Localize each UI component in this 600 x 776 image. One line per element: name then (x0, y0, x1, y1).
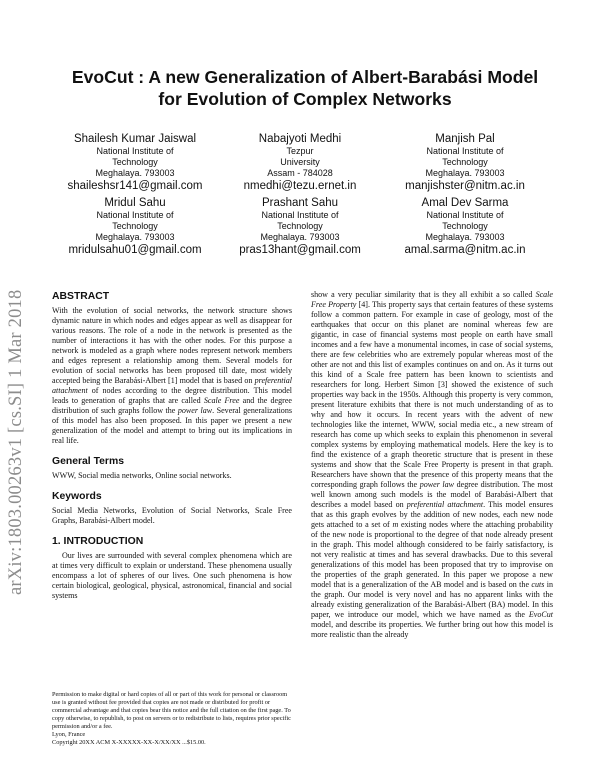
keywords-heading: Keywords (52, 491, 102, 502)
copyright-line: Copyright 20XX ACM X-XXXXX-XX-X/XX/XX ...$15.00. (52, 739, 206, 746)
author-block (50, 132, 220, 193)
author-location: Meghalaya. 793003 (425, 232, 505, 242)
arxiv-identifier: arXiv:1803.00263v1 [cs.SI] 1 Mar 2018 (6, 289, 26, 595)
author-affiliation: Tezpur (286, 146, 314, 156)
author-affiliation: National Institute of (426, 210, 504, 220)
author-email[interactable]: mridulsahu01@gmail.com (68, 244, 202, 256)
author-location: Meghalaya. 793003 (95, 232, 175, 242)
author-name: Mridul Sahu (104, 197, 166, 209)
author-name: Prashant Sahu (261, 197, 339, 209)
left-column (52, 290, 292, 601)
title-line-1: EvoCut : A new Generalization of Albert-Barabási Model (71, 67, 539, 87)
author-block (380, 196, 550, 257)
introduction-text: Our lives are surrounded with several complex phenomena which are at times very difficult to explain or understand. These phenomena usually encompass a lot of spheres of our lives. One such phenomena is how certain biological, geological, physical, astronomical, financial and social systems (52, 551, 292, 600)
author-block (215, 132, 385, 193)
author-affiliation: Technology (112, 221, 158, 231)
paper-title (50, 66, 560, 110)
permission-notice: Permission to make digital or hard copies of all or part of this work for personal or classroom use is granted without fee provided that copies are not made or distributed for profit or commercial advantage and that copies bear this notice and the full citation on the first page. To copy otherwise, to republish, to post on servers or to redistribute to lists, requires prior specific permission and/or a fee. (52, 691, 291, 730)
right-column (311, 290, 553, 640)
introduction-heading: 1. INTRODUCTION (52, 536, 144, 547)
copyright-footnote (52, 691, 292, 747)
introduction-continued-text: show a very peculiar similarity that is they all exhibit a so called Scale Free Property [4]. This property says that certain features of these systems follow a common pattern. For example in case of geology, most of the earthquakes that occur on this planet are nominal whereas few are gigantic, in case of financial systems most people on earth have small incomes and a few have a monumental incomes, in case of social systems, there are few celebrities who are extremely popular whereas most of the other are not and this list of examples continues on and on. As it turns out this kind of a Scale free pattern has been known to scientists and researchers for long. Herbert Simon [3] showed the existence of such properties way back in the 1950s. Although this property is very common, present literature exhibits that there is not much understanding of as to why and how it occurs. In recent years with the advent of new technologies like the internet, WWW, social media etc., a new stream of research has come up which seeks to explain this phenomenon in several complex systems by employing mathematical models. Here the key is to find the existence of a graph theoretic structure that is present in these systems and show that the Scale Free Property is present in that graph. Researchers have shown that the presence of this property means that the corresponding graph follows the power law degree distribution. The most well known among such models is the model of Barabási-Albert that describes a model based on preferential attachment. This model ensures that as this graph evolves by the addition of new nodes, each new node gets attached to a set of m existing nodes where the attaching probability of the new node is proportional to the degree of that node already present in the graph. This model although considered to be fairly satisfactory, is not very realistic at times and has several drawbacks. Due to this several generalizations of this model has been proposed that try to improvise on the properties of the graph generated. In this paper we propose a new model that is a generalization of the AB model and is based on the cuts in the graph. Our model is very novel and has no apparent links with the already existing generalization of the Barabási-Albert (BA) model. In this paper, we introduce our model, which we have named as the EvoCut model, and describe its properties. We further bring out how this model is more realistic than the already (311, 290, 553, 639)
author-name: Nabajyoti Medhi (258, 133, 342, 145)
conference-location: Lyon, France (52, 731, 86, 738)
author-block (215, 196, 385, 257)
author-affiliation: National Institute of (426, 146, 504, 156)
author-block (50, 196, 220, 257)
author-affiliation: National Institute of (96, 146, 174, 156)
author-email[interactable]: manjishster@nitm.ac.in (405, 180, 525, 192)
abstract-heading: ABSTRACT (52, 291, 110, 302)
author-email[interactable]: pras13hant@gmail.com (239, 244, 361, 256)
author-email[interactable]: shaileshsr141@gmail.com (67, 180, 203, 192)
author-name: Manjish Pal (435, 133, 495, 145)
author-location: Meghalaya. 793003 (425, 168, 505, 178)
abstract-text: With the evolution of social networks, the network structure shows dynamic nature in which nodes and edges appear as well as disappear for various reasons. The role of a node in the network is presented as the number of interactions it has with the other nodes. For this purpose a network is modeled as a graph where nodes represent network members and edges represent a relationship among them. Several models for evolution of social networks has been proposed till date, most widely accepted being the Barabási-Albert [1] model that is based on preferential attachment of nodes according to the degree distribution. This model leads to generation of graphs that are called Scale Free and the degree distribution of such graphs follow the power law. Several generalizations of this model has also been proposed. In this paper we present a new generalization of the model and attempt to bring out its implications in real life. (52, 306, 292, 445)
keywords-text: Social Media Networks, Evolution of Social Networks, Scale Free Graphs, Barabási-Albert model. (52, 506, 292, 525)
title-line-2: for Evolution of Complex Networks (158, 89, 452, 109)
author-location: Meghalaya. 793003 (260, 232, 340, 242)
author-affiliation: Technology (112, 157, 158, 167)
author-affiliation: Technology (442, 221, 488, 231)
author-location: Meghalaya. 793003 (95, 168, 175, 178)
author-location: Assam - 784028 (267, 168, 333, 178)
author-name: Shailesh Kumar Jaiswal (73, 133, 197, 145)
author-name: Amal Dev Sarma (421, 197, 509, 209)
author-affiliation: National Institute of (261, 210, 339, 220)
general-terms-heading: General Terms (52, 456, 124, 467)
author-email[interactable]: amal.sarma@nitm.ac.in (404, 244, 526, 256)
author-affiliation: Technology (442, 157, 488, 167)
author-affiliation: Technology (277, 221, 323, 231)
author-affiliation: University (280, 157, 320, 167)
author-affiliation: National Institute of (96, 210, 174, 220)
author-block (380, 132, 550, 193)
author-email[interactable]: nmedhi@tezu.ernet.in (243, 180, 357, 192)
general-terms-text: WWW, Social media networks, Online social networks. (52, 471, 232, 480)
